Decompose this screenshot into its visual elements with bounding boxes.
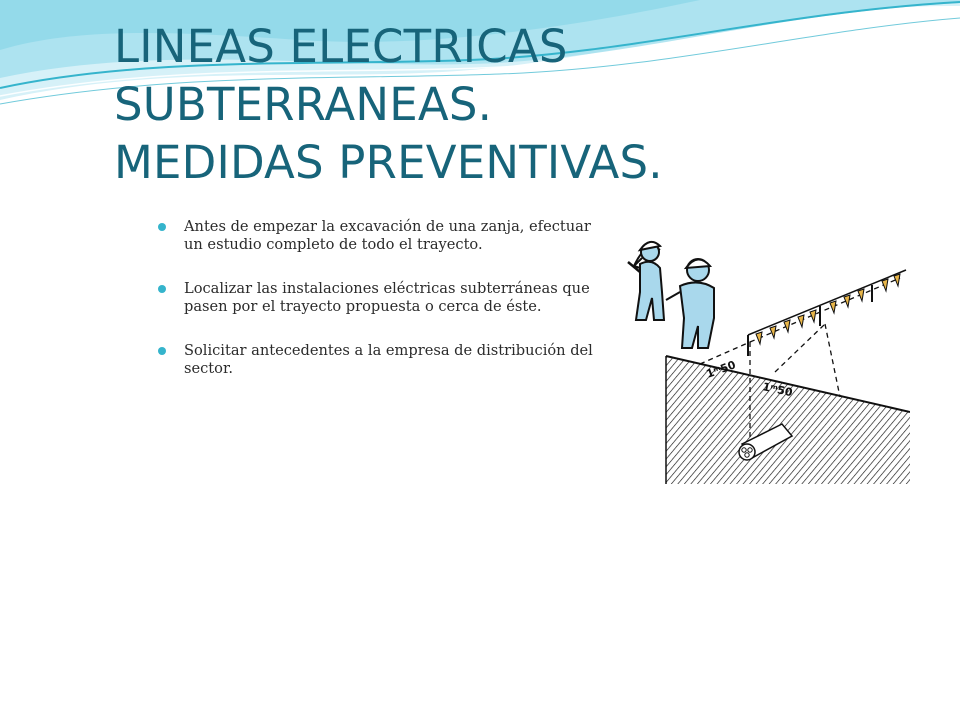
bullet-item	[158, 342, 608, 378]
depth-label-left: 1ᵐ50	[704, 358, 738, 381]
worker-with-pickaxe-icon	[628, 242, 664, 320]
bullet-dot-icon	[158, 223, 166, 231]
bullet-item	[158, 280, 608, 316]
bullet-list	[158, 218, 608, 404]
bullet-dot-icon	[158, 347, 166, 355]
bullet-text: Localizar las instalaciones eléctricas subterráneas que pasen por el trayecto propuesta o cerca de éste.	[184, 280, 590, 315]
depth-label-right: 1ᵐ50	[761, 380, 794, 400]
bullet-item	[158, 218, 608, 254]
title-line-1: LINEAS ELECTRICAS	[114, 20, 568, 73]
bullet-dot-icon	[158, 285, 166, 293]
excavation-illustration	[610, 222, 910, 484]
slide-title	[114, 18, 914, 192]
ground-icon	[666, 356, 910, 484]
warning-rope-icon	[748, 270, 906, 356]
worker-standing-icon	[666, 259, 714, 348]
title-line-2: SUBTERRANEAS.	[114, 78, 493, 131]
bullet-text: Solicitar antecedentes a la empresa de distribución del sector.	[184, 342, 593, 377]
bullet-text: Antes de empezar la excavación de una zanja, efectuar un estudio completo de todo el trayecto.	[184, 218, 591, 253]
title-line-3: MEDIDAS PREVENTIVAS.	[114, 136, 663, 189]
